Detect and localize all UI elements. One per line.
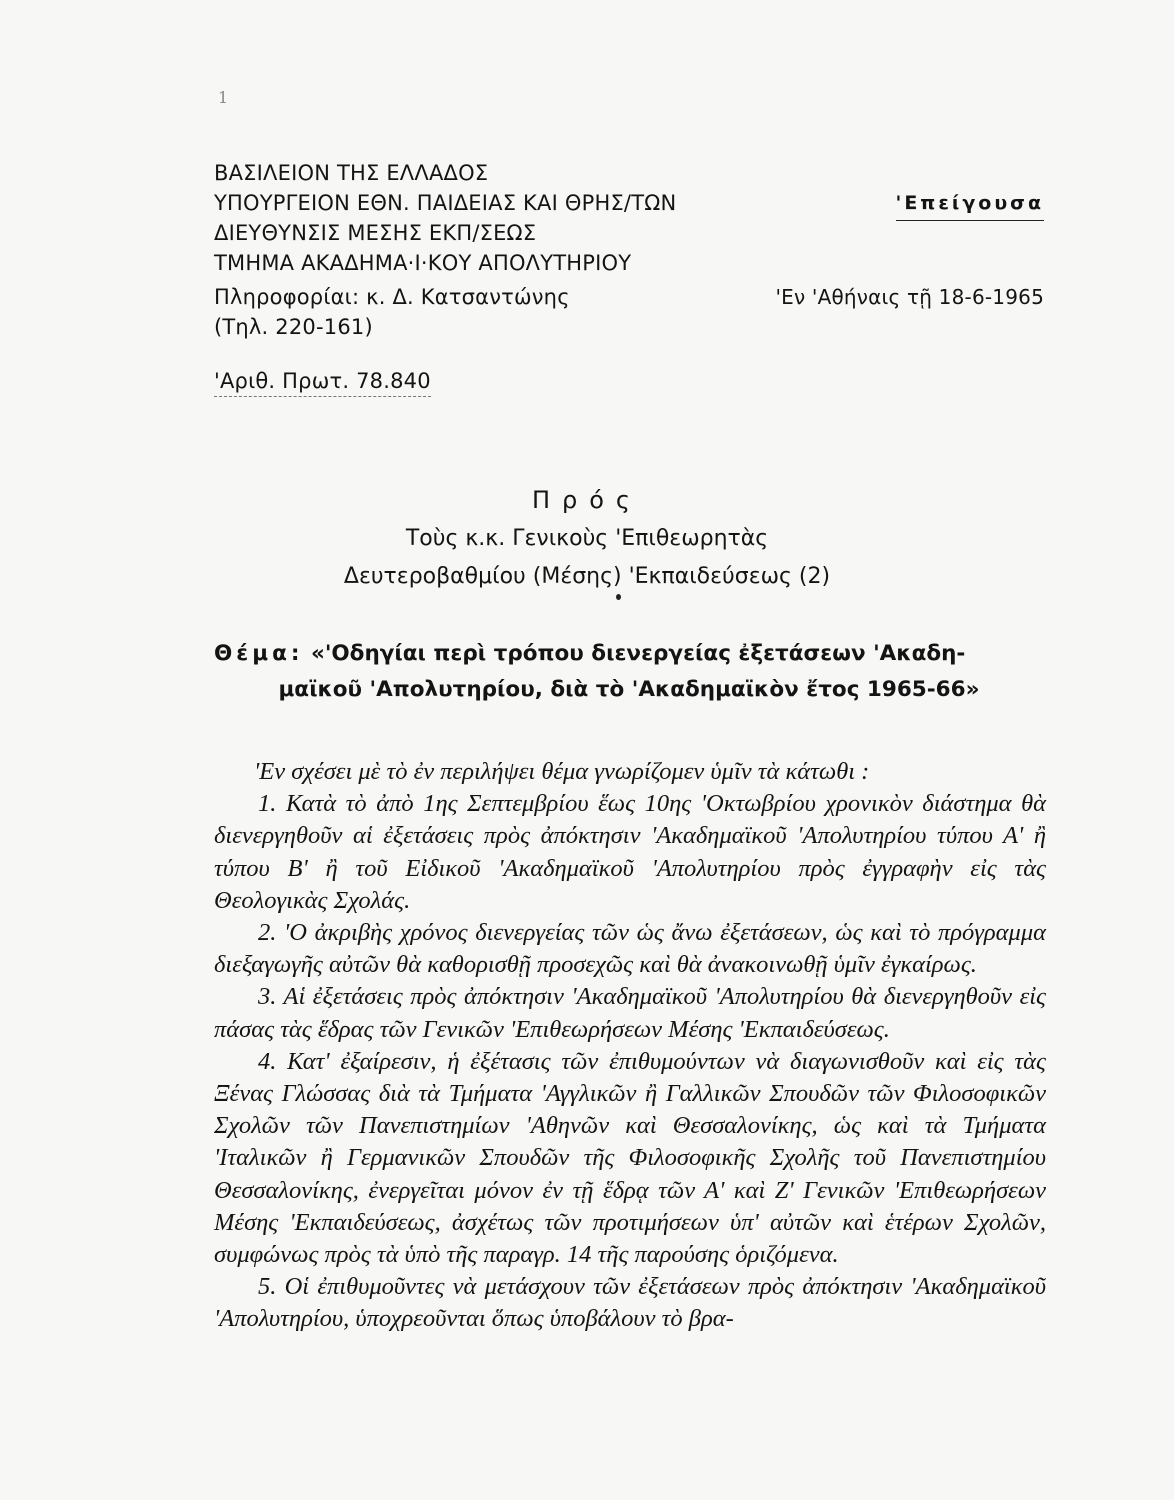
- body-paragraph-3: 3. Αἱ ἐξετάσεις πρὸς ἀπόκτησιν 'Ακαδημαϊκοῦ 'Απολυτηρίου θὰ διενεργηθοῦν εἰς πάσας τὰς ἕδρας τῶν Γενικῶν 'Επιθεωρήσεων Μέσης 'Εκπαιδεύσεως.: [214, 983, 1046, 1043]
- header-directorate: ΔΙΕΥΘΥΝΣΙΣ ΜΕΣΗΣ ΕΚΠ/ΣΕΩΣ: [214, 221, 537, 245]
- header-ministry-row: [214, 188, 1044, 218]
- protocol-number: 'Αριθ. Πρωτ. 78.840: [214, 366, 431, 397]
- subject-line-2: μαϊκοῦ 'Απολυτηρίου, διὰ τὸ 'Ακαδημαϊκὸν ἔτος 1965-66»: [278, 677, 980, 702]
- header-department: ΤΜΗΜΑ ΑΚΑΔΗΜΑ·Ι·ΚΟΥ ΑΠΟΛΥΤΗΡΙΟΥ: [214, 251, 632, 275]
- header-kingdom: ΒΑΣΙΛΕΙΟΝ ΤΗΣ ΕΛΛΑΔΟΣ: [214, 161, 489, 185]
- subject-block: [214, 636, 1044, 708]
- body-paragraph-2: 2. 'Ο ἀκριβὴς χρόνος διενεργείας τῶν ὡς ἄνω ἐξετάσεων, ὡς καὶ τὸ πρόγραμμα διεξαγωγῆς αὐτῶν θὰ καθορισθῇ προσεχῶς καὶ θὰ ἀνακοινωθῇ ὑμῖν ἐγκαίρως.: [214, 919, 1046, 979]
- body-intro: 'Εν σχέσει μὲ τὸ ἐν περιλήψει θέμα γνωρίζομεν ὑμῖν τὰ κάτωθι :: [254, 758, 870, 785]
- header-ministry: ΥΠΟΥΡΓΕΙΟΝ ΕΘΝ. ΠΑΙΔΕΙΑΣ ΚΑΙ ΘΡΗΣ/ΤΩΝ: [214, 191, 677, 215]
- header-info: Πληροφορίαι: κ. Δ. Κατσαντώνης: [214, 285, 570, 309]
- body-paragraph-1: 1. Κατὰ τὸ ἀπὸ 1ης Σεπτεμβρίου ἕως 10ης 'Οκτωβρίου χρονικὸν διάστημα θὰ διενεργηθοῦν αἱ ἐξετάσεις πρὸς ἀπόκτησιν 'Ακαδημαϊκοῦ 'Απολυτηρίου τύπου Α' ἢ τύπου Β' ἢ τοῦ Εἰδικοῦ 'Ακαδημαϊκοῦ 'Απολυτηρίου πρὸς ἐγγραφὴν εἰς τὰς Θεολογικὰς Σχολάς.: [214, 790, 1046, 914]
- letterhead: [214, 158, 1044, 396]
- subject-label: Θέμα:: [214, 641, 304, 666]
- document-date: 'Εν 'Αθήναις τῇ 18-6-1965: [775, 285, 1044, 309]
- recipient-line-2: Δευτεροβαθμίου (Μέσης) 'Εκπαιδεύσεως (2): [343, 564, 831, 589]
- urgent-stamp: 'Επείγουσα: [896, 188, 1044, 221]
- letter-body: [214, 756, 1046, 1336]
- body-paragraph-4: 4. Κατ' ἐξαίρεσιν, ἡ ἐξέτασις τῶν ἐπιθυμούντων νὰ διαγωνισθοῦν καὶ εἰς τὰς Ξένας Γλώσσας διὰ τὰ Τμήματα 'Αγγλικῶν ἢ Γαλλικῶν Σπουδῶν τῶν Φιλοσοφικῶν Σχολῶν τῶν Πανεπιστημίων 'Αθηνῶν καὶ Θεσσαλονίκης, ὡς καὶ τὰ Τμήματα 'Ιταλικῶν ἢ Γερμανικῶν Σπουδῶν τῆς Φιλοσοφικῆς Σχολῆς τοῦ Πανεπιστημίου Θεσσαλονίκης, ἐνεργεῖται μόνον ἐν τῇ ἕδρᾳ τῶν Α' καὶ Ζ' Γενικῶν 'Επιθεωρήσεων Μέσης 'Εκπαιδεύσεως, ἀσχέτως τῶν προτιμήσεων ὑπ' αὐτῶν καὶ ἑτέρων Σχολῶν, συμφώνως πρὸς τὰ ὑπὸ τῆς παραγρ. 14 τῆς παρούσης ὁριζόμενα.: [214, 1047, 1046, 1269]
- recipient-line-1: Τοὺς κ.κ. Γενικοὺς 'Επιθεωρητὰς: [405, 526, 769, 551]
- ink-dot: [616, 594, 621, 600]
- header-phone: (Τηλ. 220-161): [214, 315, 373, 339]
- body-paragraph-5: 5. Οἱ ἐπιθυμοῦντες νὰ μετάσχουν τῶν ἐξετάσεων πρὸς ἀπόκτησιν 'Ακαδημαϊκοῦ 'Απολυτηρίου, ὑποχρεοῦνται ὅπως ὑποβάλουν τὸ βρα-: [214, 1273, 1046, 1333]
- subject-line-1: «'Οδηγίαι περὶ τρόπου διενεργείας ἐξετάσεων 'Ακαδη-: [310, 641, 966, 666]
- page-corner-mark: 1: [218, 88, 229, 107]
- header-protocol-row: [214, 366, 1044, 396]
- header-info-row: [214, 282, 1044, 312]
- recipient-title: Πρός: [531, 486, 643, 514]
